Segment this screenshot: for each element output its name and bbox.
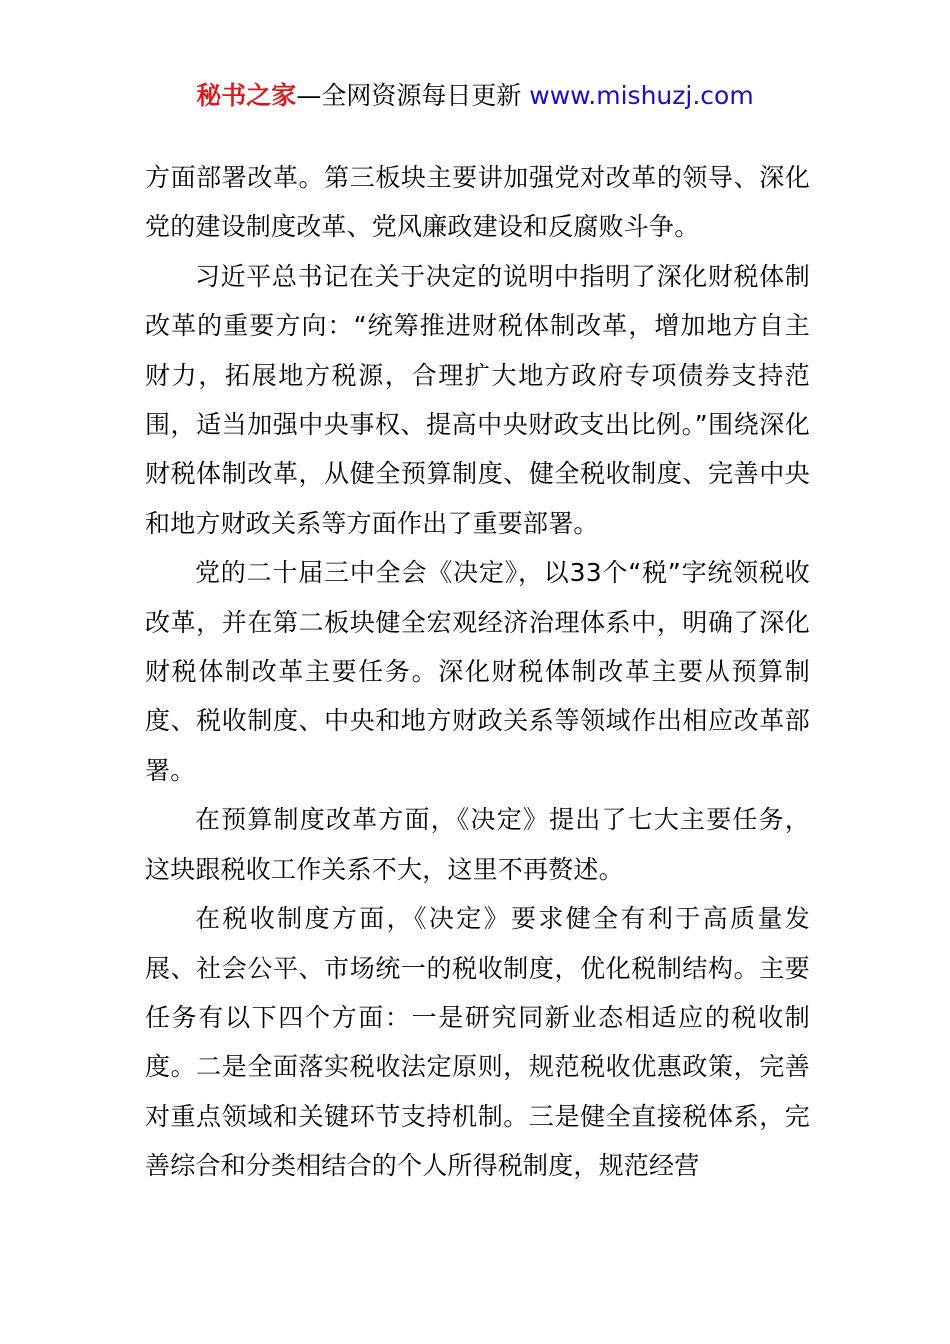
header-tagline: —全网资源每日更新 — [296, 81, 530, 110]
page-header — [0, 78, 950, 114]
paragraph: 习近平总书记在关于决定的说明中指明了深化财税体制改革的重要方向：“统筹推进财税体制改革，增加地方自主财力，拓展地方税源，合理扩大地方政府专项债券支持范围，适当加强中央事权、提高中央财政支出比例。”围绕深化财税体制改革，从健全预算制度、健全税收制度、完善中央和地方财政关系等方面作出了重要部署。 — [145, 261, 810, 538]
brand-name: 秘书之家 — [196, 81, 297, 110]
paragraph: 在预算制度改革方面，《决定》提出了七大主要任务，这块跟税收工作关系不大，这里不再赘述。 — [145, 805, 810, 884]
article-body — [145, 153, 810, 1191]
website-link[interactable]: www.mishuzj.com — [529, 81, 754, 110]
paragraph: 党的二十届三中全会《决定》，以33个“税”字统领税收改革，并在第二板块健全宏观经济治理体系中，明确了深化财税体制改革主要任务。深化财税体制改革主要从预算制度、税收制度、中央和地方财政关系等领域作出相应改革部署。 — [145, 558, 810, 785]
paragraph: 在税收制度方面，《决定》要求健全有利于高质量发展、社会公平、市场统一的税收制度，优化税制结构。主要任务有以下四个方面：一是研究同新业态相适应的税收制度。二是全面落实税收法定原则，规范税收优惠政策，完善对重点领域和关键环节支持机制。三是健全直接税体系，完善综合和分类相结合的个人所得税制度，规范经营 — [145, 904, 810, 1181]
paragraph-continuation: 方面部署改革。第三板块主要讲加强党对改革的领导、深化党的建设制度改革、党风廉政建设和反腐败斗争。 — [145, 163, 810, 242]
